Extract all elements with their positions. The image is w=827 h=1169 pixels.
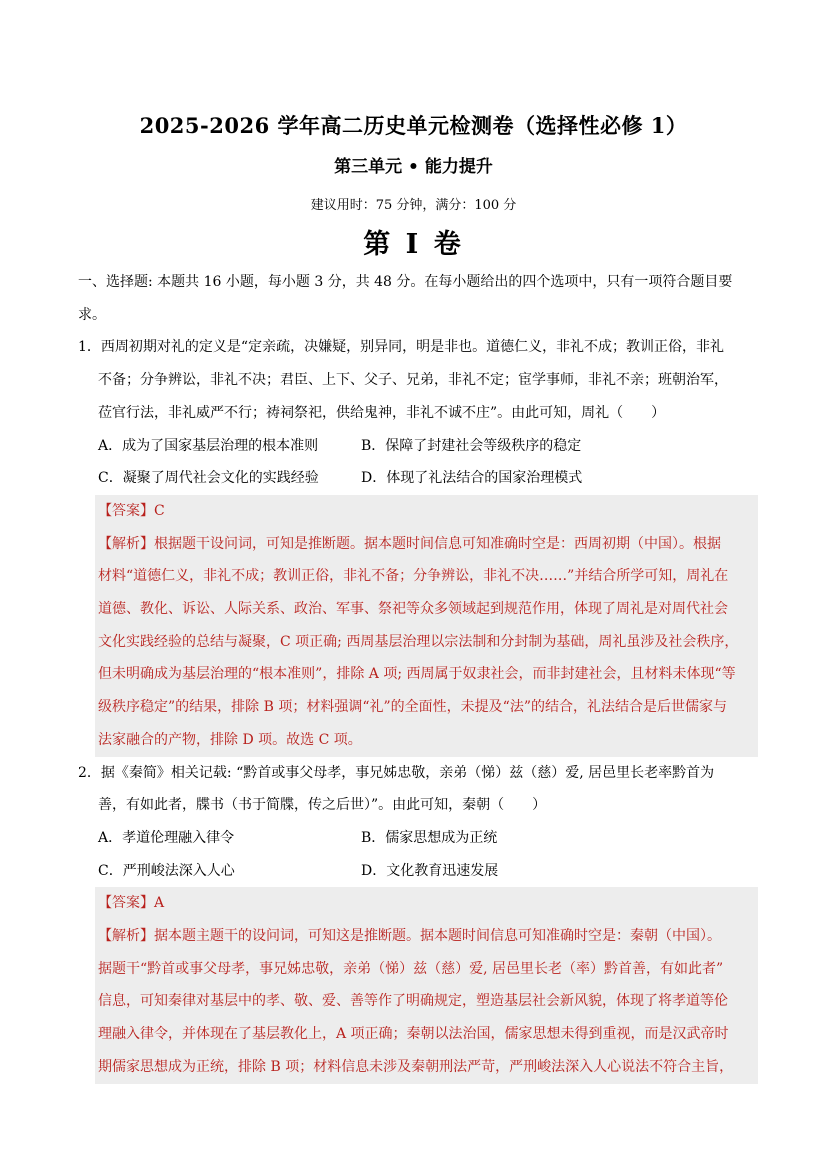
section-instruction-end: 求。	[78, 306, 106, 323]
question-1-analysis-line	[95, 528, 758, 561]
answer-label: 【答案】	[98, 502, 154, 519]
analysis-text: 据本题主题干的设问词，可知这是推断题。据本题时间信息可知准确时空是：秦朝（中国）。	[154, 928, 721, 945]
question-1-analysis-line: 法家融合的产物，排除 D 项。故选 C 项。	[95, 724, 758, 757]
exam-body	[78, 266, 758, 1084]
section-instruction: 一、选择题: 本题共 16 小题，每小题 3 分，共 48 分。在每小题给出的四个选项中，只有一项符合题目要	[78, 274, 733, 290]
question-1-analysis-line: 文化实践经验的总结与凝聚，C 项正确; 西周基层治理以宗法制和分封制为基础，周礼虽涉及社会秩序，	[95, 626, 758, 659]
question-1-stem-line: 莅官行法，非礼威严不行；祷祠祭祀，供给鬼神，非礼不诚不庄”。由此可知，周礼（ ）	[98, 404, 666, 421]
question-2-stem-line: 2．据《秦简》相关记载: “黔首或事父母孝，事兄姊忠敬，亲弟（悌）兹（慈）爱, 居邑里长老率黔首为	[78, 764, 715, 781]
analysis-label: 【解析】	[98, 535, 154, 552]
question-2-option-a: A．孝道伦理融入律令	[98, 829, 235, 846]
question-1-analysis-line: 材料“道德仁义，非礼不成；教训正俗，非礼不备；分争辨讼，非礼不决……”并结合所学可知，周礼在	[95, 560, 758, 593]
answer-label: 【答案】	[98, 895, 154, 912]
question-1-analysis-line: 道德、教化、诉讼、人际关系、政治、军事、祭祀等众多领域起到规范作用，体现了周礼是对周代社会	[95, 593, 758, 626]
question-2-stem-line: 善，有如此者，牒书（书于简牒，传之后世）”。由此可知，秦朝（ ）	[98, 797, 547, 814]
question-2-option-b: B．儒家思想成为正统	[361, 829, 498, 846]
question-1-stem-line: 不备；分争辨讼，非礼不决；君臣、上下、父子、兄弟，非礼不定；宦学事师，非礼不亲；班朝治军，	[98, 372, 728, 389]
question-1-option-c: C．凝聚了周代社会文化的实践经验	[98, 470, 319, 487]
question-2-option-c: C．严刑峻法深入人心	[98, 862, 235, 879]
question-2	[78, 757, 758, 1084]
answer-value: C	[154, 502, 165, 519]
unit-subtitle: 第三单元 • 能力提升	[334, 157, 493, 177]
time-score-info: 建议用时：75 分钟，满分：100 分	[310, 198, 517, 213]
question-1-stem-line: 1．西周初期对礼的定义是“定亲疏，决嫌疑，别异同，明是非也。道德仁义，非礼不成；教训正俗，非礼	[78, 339, 725, 356]
question-1	[78, 331, 758, 756]
analysis-label: 【解析】	[98, 928, 154, 945]
question-2-analysis-line: 期儒家思想成为正统，排除 B 项；材料信息未涉及秦朝刑法严苛，严刑峻法深入人心说法不符合主旨，	[95, 1051, 758, 1084]
question-1-option-a: A．成为了国家基层治理的根本准则	[98, 437, 319, 454]
question-2-analysis-line: 据题干“黔首或事父母孝，事兄姊忠敬，亲弟（悌）兹（慈）爱, 居邑里长老（率）黔首善，有如此者”	[95, 953, 758, 986]
question-1-analysis-line: 但未明确成为基层治理的“根本准则”，排除 A 项; 西周属于奴隶社会，而非封建社会，且材料未体现“等	[95, 658, 758, 691]
question-1-option-d: D．体现了礼法结合的国家治理模式	[361, 470, 583, 487]
volume-heading: 第 I 卷	[363, 229, 464, 260]
question-1-options-row	[78, 430, 758, 463]
question-2-analysis-line	[95, 920, 758, 953]
answer-value: A	[154, 895, 165, 912]
question-2-options-row	[78, 855, 758, 888]
question-1-option-b: B．保障了封建社会等级秩序的稳定	[361, 437, 582, 454]
question-2-option-d: D．文化教育迅速发展	[361, 862, 499, 879]
question-2-analysis-line: 理融入律令，并体现在了基层教化上，A 项正确；秦朝以法治国，儒家思想未得到重视，而是汉武帝时	[95, 1018, 758, 1051]
question-2-answer	[95, 887, 758, 920]
question-2-analysis-line: 信息，可知秦律对基层中的孝、敬、爱、善等作了明确规定，塑造基层社会新风貌，体现了将孝道等伦	[95, 985, 758, 1018]
question-1-options-row	[78, 462, 758, 495]
exam-title: 2025-2026 学年高二历史单元检测卷（选择性必修 1）	[139, 113, 688, 138]
question-1-analysis-line: 级秩序稳定”的结果，排除 B 项；材料强调“礼”的全面性，未提及“法”的结合，礼法结合是后世儒家与	[95, 691, 758, 724]
analysis-text: 根据题干设问词，可知是推断题。据本题时间信息可知准确时空是：西周初期（中国）。根据	[154, 535, 721, 552]
question-1-answer	[95, 495, 758, 528]
question-2-options-row	[78, 822, 758, 855]
